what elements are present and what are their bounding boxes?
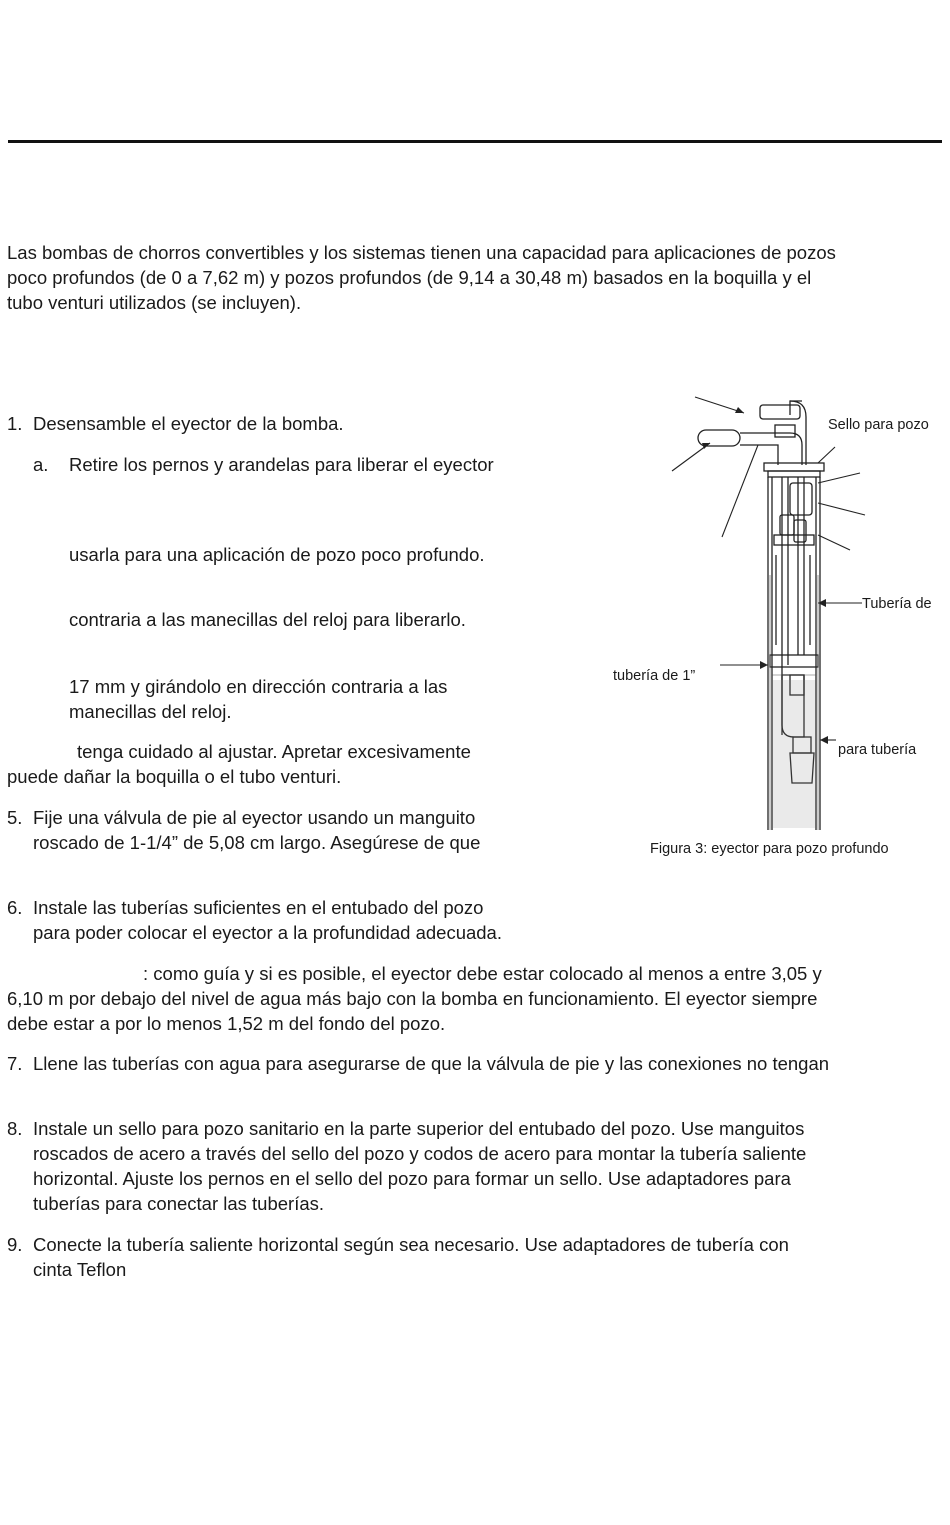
header-rule [8, 140, 942, 143]
step-fragment-1: usarla para una aplicación de pozo poco profundo. [69, 544, 485, 565]
step-8-line-1: Instale un sello para pozo sanitario en la parte superior del entubado del pozo. Use manguitos [33, 1118, 805, 1139]
step-1-text: Desensamble el eyector de la bomba. [33, 413, 344, 434]
step-7-number: 7. [7, 1053, 23, 1074]
label-pipe: Tubería de [862, 596, 932, 612]
note-1-line-2: puede dañar la boquilla o el tubo venturi. [7, 766, 342, 787]
step-fragment-2: contraria a las manecillas del reloj para liberarlo. [69, 609, 466, 630]
step-5-number: 5. [7, 807, 23, 828]
step-1a-text: Retire los pernos y arandelas para liberar el eyector [69, 454, 494, 475]
step-fragment-3-line-1: 17 mm y girándolo en dirección contraria a las [69, 676, 448, 697]
step-1-number: 1. [7, 413, 23, 434]
label-for-pipe: para tubería [838, 742, 917, 758]
intro-line-1: Las bombas de chorros convertibles y los sistemas tienen una capacidad para aplicaciones de pozos [7, 242, 836, 263]
step-6-line-1: Instale las tuberías suficientes en el entubado del pozo [33, 897, 484, 918]
intro-line-2: poco profundos (de 0 a 7,62 m) y pozos profundos (de 9,14 a 30,48 m) basados en la boquilla y el [7, 267, 812, 288]
step-6-number: 6. [7, 897, 23, 918]
intro-line-3: tubo venturi utilizados (se incluyen). [7, 292, 302, 313]
step-7-line-1: Llene las tuberías con agua para asegurarse de que la válvula de pie y las conexiones no tengan [33, 1053, 830, 1074]
figure-caption: Figura 3: eyector para pozo profundo [650, 841, 889, 857]
step-9-number: 9. [7, 1234, 23, 1255]
step-9-line-1: Conecte la tubería saliente horizontal según sea necesario. Use adaptadores de tubería con [33, 1234, 789, 1255]
note-1-line-1: tenga cuidado al ajustar. Apretar excesivamente [77, 741, 471, 762]
step-8-number: 8. [7, 1118, 23, 1139]
step-9-line-2: cinta Teflon [33, 1259, 127, 1280]
step-8-line-4: tuberías para conectar las tuberías. [33, 1193, 325, 1214]
step-5-line-1: Fije una válvula de pie al eyector usando un manguito [33, 807, 476, 828]
note-2-line-2: 6,10 m por debajo del nivel de agua más bajo con la bomba en funcionamiento. El eyector siempre [7, 988, 818, 1009]
note-2-line-3: debe estar a por lo menos 1,52 m del fondo del pozo. [7, 1013, 446, 1034]
note-2-line-1: : como guía y si es posible, el eyector debe estar colocado al menos a entre 3,05 y [143, 963, 822, 984]
step-5-line-2: roscado de 1-1/4” de 5,08 cm largo. Asegúrese de que [33, 832, 481, 853]
label-well-seal: Sello para pozo [828, 417, 929, 433]
step-1a-letter: a. [33, 454, 49, 475]
step-fragment-3-line-2: manecillas del reloj. [69, 701, 232, 722]
step-6-line-2: para poder colocar el eyector a la profundidad adecuada. [33, 922, 502, 943]
step-8-line-2: roscados de acero a través del sello del pozo y codos de acero para montar la tubería saliente [33, 1143, 807, 1164]
step-8-line-3: horizontal. Ajuste los pernos en el sello del pozo para formar un sello. Use adaptadores para [33, 1168, 791, 1189]
deep-well-ejector-illustration [640, 375, 880, 835]
label-pipe-1-inch: tubería de 1” [613, 668, 696, 684]
